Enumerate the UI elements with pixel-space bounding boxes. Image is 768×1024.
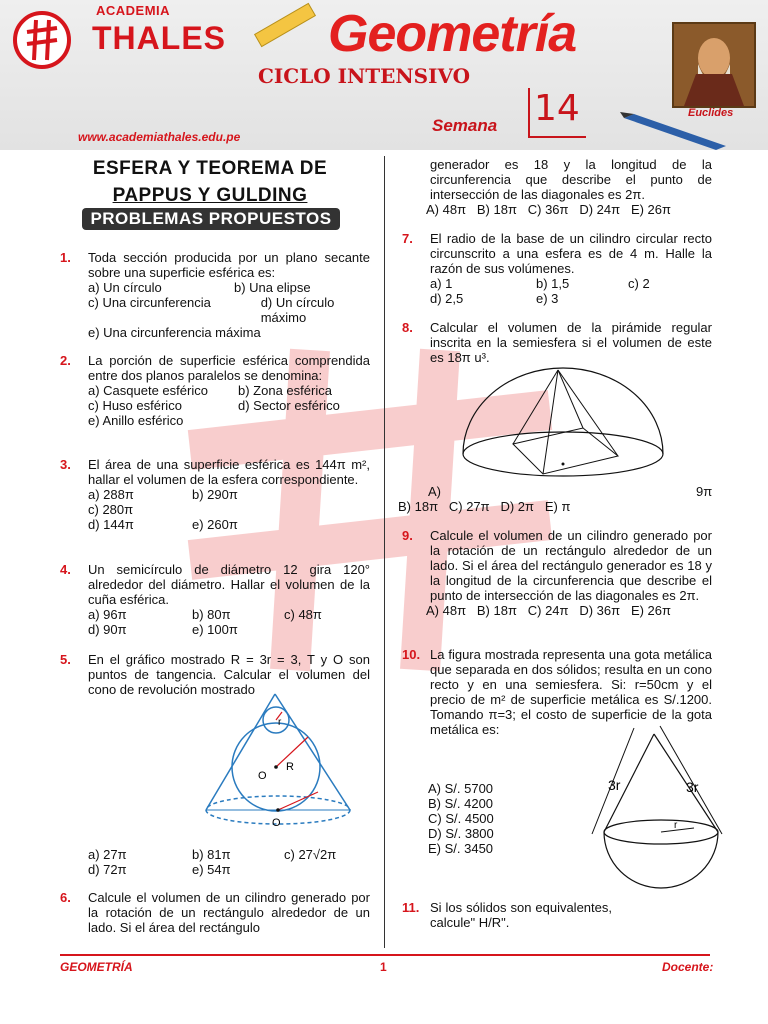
course-subtitle: CICLO INTENSIVO: [258, 64, 471, 88]
question-7: [402, 231, 712, 306]
portrait-icon: [674, 24, 754, 106]
option-b: b) Una elipse: [234, 280, 311, 295]
question-6-continued: [426, 157, 712, 217]
label-r: r: [674, 820, 678, 831]
option-a: a) 288π: [88, 487, 134, 502]
option-d: d) Sector esférico: [238, 398, 340, 413]
option-b: b) Zona esférica: [238, 383, 332, 398]
footer-subject: GEOMETRÍA: [60, 960, 133, 974]
question-2: [60, 353, 370, 428]
question-text: Toda sección producida por un plano secante sobre una superficie esférica es:: [88, 250, 370, 280]
option-b: b) 1,5: [536, 276, 570, 291]
option-b: b) 81π: [192, 847, 231, 862]
question-number: 3.: [60, 457, 71, 472]
page-title: Geometría: [328, 5, 577, 63]
option-c: c) 48π: [284, 607, 322, 622]
option-e: e) 100π: [192, 622, 238, 637]
question-5: [60, 652, 370, 697]
question-8-options: B) 18π C) 27π D) 2π E) π: [398, 499, 571, 514]
label-R: R: [286, 761, 294, 773]
option-a: A): [428, 484, 441, 499]
week-label: Semana: [432, 116, 498, 135]
cone-diagram: [200, 692, 360, 840]
hemisphere-pyramid-diagram: [458, 366, 668, 484]
option-b: b) 290π: [192, 487, 238, 502]
option-a: A) S/. 5700: [428, 781, 494, 796]
brand-name: THALES: [92, 20, 226, 56]
question-text: El radio de la base de un cilindro circular recto circunscrito a una esfera es de 4 m. Halle la razón de sus volúmenes.: [430, 231, 712, 276]
option-e: e) Una circunferencia máxima: [88, 325, 261, 340]
question-text: Calcule el volumen de un cilindro generado por la rotación de un rectángulo alrededor de un lado. Si el área del rectángulo generador es 18 y la longitud de la circunferencia que describe el punto de intersección de las diagonales es 2π.: [430, 528, 712, 603]
question-text: Calcular el volumen de la pirámide regular inscrita en la semiesfera si el volumen de este es 18π u³.: [430, 320, 712, 365]
thales-logo-icon: [12, 10, 72, 70]
question-number: 10.: [402, 647, 421, 662]
question-text: Un semicírculo de diámetro 12 gira 120° alrededor del diámetro. Hallar el volumen de la cuña esférica.: [88, 562, 370, 607]
option-d: d) Un círculo máximo: [260, 295, 335, 325]
option-c: c) 27√2π: [284, 847, 337, 862]
drop-diagram: [586, 724, 736, 894]
option-e: e) 54π: [192, 862, 231, 877]
question-text: La figura mostrada representa una gota metálica que separada en dos sólidos; resulta en un cono recto y en una semiesfera. Si: r=50cm y el precio de m² de superficie metálica es S/.1200. Tomando π=3; el costo de superficie de la gota metálica es:: [430, 647, 712, 737]
footer-divider: [60, 954, 710, 956]
question-8: [402, 320, 712, 365]
option-d: d) 144π: [88, 517, 134, 532]
question-5-options: [88, 847, 378, 877]
option-b: B) S/. 4200: [428, 796, 494, 811]
question-9-options: A) 48π B) 18π C) 24π D) 36π E) 26π: [426, 603, 671, 618]
option-e: e) 260π: [192, 517, 238, 532]
footer-teacher: Docente:: [662, 960, 714, 974]
question-text-continued: generador es 18 y la longitud de la circunferencia que describe el punto de intersección de las diagonales es 2π.: [430, 157, 712, 202]
question-number: 8.: [402, 320, 413, 335]
option-d: D) S/. 3800: [428, 826, 494, 841]
question-3: [60, 457, 370, 532]
option-c: c) 2: [628, 276, 650, 291]
question-6: [60, 890, 370, 935]
question-number: 11.: [402, 900, 420, 915]
column-divider: [384, 156, 385, 948]
question-11: [402, 900, 612, 930]
option-c: c) 280π: [88, 502, 134, 517]
question-text: La porción de superficie esférica comprendida entre dos planos paralelos se denomina:: [88, 353, 370, 383]
question-number: 4.: [60, 562, 71, 577]
page-number: 1: [380, 960, 387, 974]
section-title-line1: ESFERA Y TEOREMA DE: [92, 158, 328, 179]
option-a: a) 27π: [88, 847, 127, 862]
option-a: a) 1: [430, 276, 453, 291]
label-3r-right: 3r: [686, 779, 699, 795]
question-text: Calcule el volumen de un cilindro generado por la rotación de un rectángulo alrededor de un lado. Si el área del rectángulo: [88, 890, 370, 935]
label-O-center: O: [258, 770, 267, 782]
option-a: a) Casquete esférico: [88, 383, 208, 398]
section-title-line2: PAPPUS Y GULDING: [112, 185, 308, 206]
option-e: e) Anillo esférico: [88, 413, 184, 428]
portrait-caption: Euclides: [688, 107, 734, 119]
question-number: 6.: [60, 890, 71, 905]
question-text: En el gráfico mostrado R = 3r = 3, T y O son puntos de tangencia. Calcular el volumen del cono de revolución mostrado: [88, 652, 370, 697]
option-b: b) 80π: [192, 607, 231, 622]
label-O-base: O: [272, 817, 281, 829]
ruler-icon: [250, 2, 320, 48]
question-9: [402, 528, 712, 618]
option-d: d) 90π: [88, 622, 127, 637]
section-badge: PROBLEMAS PROPUESTOS: [82, 208, 340, 230]
question-number: 7.: [402, 231, 413, 246]
question-10-options: [428, 781, 578, 856]
question-text: El área de una superficie esférica es 144π m², hallar el volumen de la esfera correspondiente.: [88, 457, 370, 487]
option-c: c) Huso esférico: [88, 398, 182, 413]
option-d: d) 72π: [88, 862, 127, 877]
question-number: 5.: [60, 652, 71, 667]
question-6-options: A) 48π B) 18π C) 36π D) 24π E) 26π: [426, 202, 671, 217]
question-number: 2.: [60, 353, 71, 368]
brand-small: ACADEMIA: [96, 3, 171, 18]
label-r: r: [278, 717, 282, 728]
option-a-value: 9π: [696, 484, 713, 499]
question-text: Si los sólidos son equivalentes, calcule" H/R".: [430, 900, 612, 930]
option-a: a) 96π: [88, 607, 127, 622]
pencil-icon: [620, 112, 730, 152]
option-e: E) S/. 3450: [428, 841, 494, 856]
question-number: 9.: [402, 528, 413, 543]
option-c: C) S/. 4500: [428, 811, 494, 826]
option-e: e) 3: [536, 291, 559, 306]
euclid-portrait: [672, 22, 756, 108]
website-link[interactable]: www.academiathales.edu.pe: [78, 130, 241, 144]
option-c: c) Una circunferencia: [88, 295, 211, 310]
option-d: d) 2,5: [430, 291, 464, 306]
label-3r-left: 3r: [608, 777, 621, 793]
question-number: 1.: [60, 250, 71, 265]
week-number: 14: [534, 88, 580, 129]
question-4: [60, 562, 370, 637]
option-a: a) Un círculo: [88, 280, 162, 295]
question-1: [60, 250, 370, 340]
